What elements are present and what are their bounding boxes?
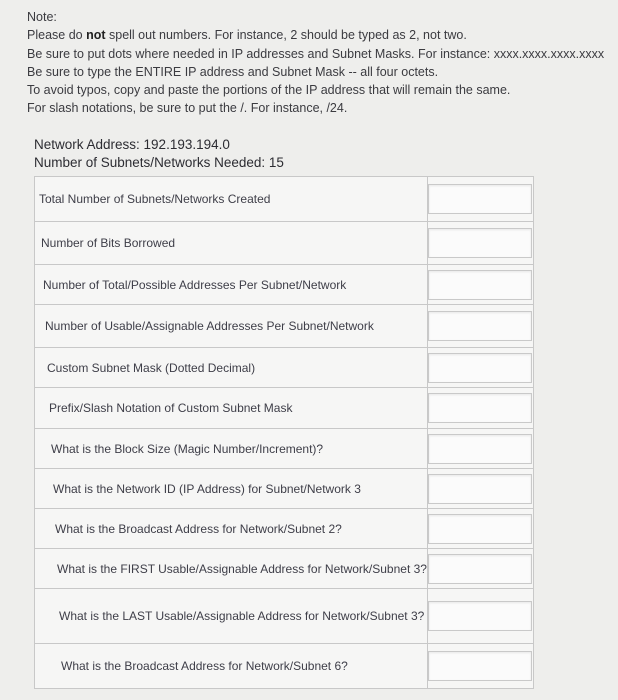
- answer-cell: [427, 305, 533, 348]
- answer-cell: [427, 265, 533, 305]
- network-address: Network Address: 192.193.194.0: [34, 137, 230, 152]
- answer-cell: [427, 388, 533, 429]
- answer-input-total-subnets[interactable]: [428, 184, 532, 214]
- table-row: [35, 509, 534, 549]
- question-label: What is the LAST Usable/Assignable Address for Network/Subnet 3?: [35, 589, 428, 644]
- answer-cell: [427, 469, 533, 509]
- table-row: [35, 589, 534, 644]
- answer-input-last-usable-3[interactable]: [428, 601, 532, 631]
- answer-cell: [427, 348, 533, 388]
- answer-cell: [427, 509, 533, 549]
- answer-input-network-id-3[interactable]: [428, 474, 532, 504]
- question-label: Number of Bits Borrowed: [35, 222, 428, 265]
- question-label: Custom Subnet Mask (Dotted Decimal): [35, 348, 428, 388]
- table-row: [35, 644, 534, 689]
- question-label: What is the Network ID (IP Address) for Subnet/Network 3: [35, 469, 428, 509]
- answer-input-prefix-notation[interactable]: [428, 393, 532, 423]
- answer-cell: [427, 644, 533, 689]
- table-row: [35, 305, 534, 348]
- note-line-copy: To avoid typos, copy and paste the portions of the IP address that will remain the same.: [27, 83, 511, 98]
- answer-cell: [427, 222, 533, 265]
- answer-input-broadcast-6[interactable]: [428, 651, 532, 681]
- question-label: What is the Broadcast Address for Network/Subnet 6?: [35, 644, 428, 689]
- note-line-numbers-bold: not: [86, 28, 106, 43]
- note-title: Note:: [27, 10, 57, 24]
- table-row: [35, 388, 534, 429]
- table-row: [35, 177, 534, 222]
- table-row: [35, 222, 534, 265]
- note-line-slash: For slash notations, be sure to put the /. For instance, /24.: [27, 101, 348, 116]
- table-row: [35, 429, 534, 469]
- question-label: Prefix/Slash Notation of Custom Subnet Mask: [35, 388, 428, 429]
- question-label: Number of Usable/Assignable Addresses Per Subnet/Network: [35, 305, 428, 348]
- answer-cell: [427, 429, 533, 469]
- answer-input-first-usable-3[interactable]: [428, 554, 532, 584]
- answer-cell: [427, 177, 533, 222]
- subnets-needed: Number of Subnets/Networks Needed: 15: [34, 155, 284, 170]
- note-line-numbers: [27, 26, 604, 44]
- answer-input-bits-borrowed[interactable]: [428, 228, 532, 258]
- question-label: What is the Broadcast Address for Network/Subnet 2?: [35, 509, 428, 549]
- answer-input-broadcast-2[interactable]: [428, 514, 532, 544]
- note-line-numbers-post: spell out numbers. For instance, 2 should be typed as 2, not two.: [105, 28, 467, 43]
- table-row: [35, 348, 534, 388]
- question-label: What is the FIRST Usable/Assignable Address for Network/Subnet 3?: [35, 549, 428, 589]
- question-label: Number of Total/Possible Addresses Per Subnet/Network: [35, 265, 428, 305]
- question-label: Total Number of Subnets/Networks Created: [35, 177, 428, 222]
- answer-input-usable-addresses[interactable]: [428, 311, 532, 341]
- answer-cell: [427, 549, 533, 589]
- answer-input-total-addresses[interactable]: [428, 270, 532, 300]
- instructions-note: [27, 8, 604, 118]
- table-row: [35, 549, 534, 589]
- answer-input-block-size[interactable]: [428, 434, 532, 464]
- question-label: What is the Block Size (Magic Number/Increment)?: [35, 429, 428, 469]
- note-line-dots: Be sure to put dots where needed in IP addresses and Subnet Masks. For instance: xxxx.xxxx.xxxx.xxxx: [27, 46, 605, 61]
- network-info: [34, 136, 284, 172]
- answer-cell: [427, 589, 533, 644]
- note-line-numbers-pre: Please do: [27, 28, 87, 43]
- note-line-entire: Be sure to type the ENTIRE IP address and Subnet Mask -- all four octets.: [27, 64, 439, 79]
- answer-input-custom-mask[interactable]: [428, 353, 532, 383]
- subnetting-questions-table: [34, 176, 534, 689]
- table-row: [35, 469, 534, 509]
- table-row: [35, 265, 534, 305]
